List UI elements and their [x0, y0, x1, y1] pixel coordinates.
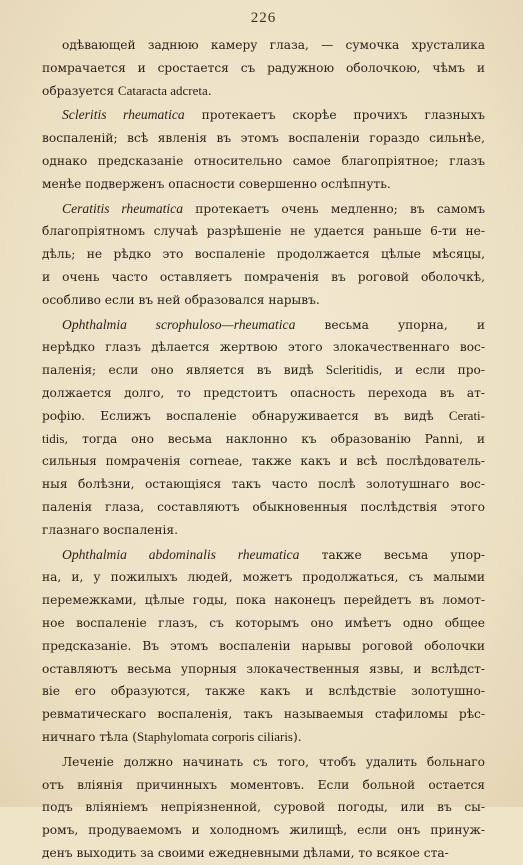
text-line: [42, 796, 485, 819]
text-run: денъ выходить за своими ежедневными дѣлами, то всякое ста-: [42, 845, 449, 860]
text-line: [42, 266, 485, 289]
text-line: [42, 104, 485, 127]
text-run: менѣе подверженъ опасности совершенно ослѣпнуть.: [42, 176, 391, 191]
text-line: [42, 566, 485, 589]
text-line: [42, 150, 485, 173]
text-run: особливо если въ ней образовался нарывъ.: [42, 292, 320, 307]
page-number: 226: [250, 10, 277, 26]
paragraph: [42, 314, 485, 542]
paragraph: [42, 34, 485, 102]
text-run: , и если про-: [378, 363, 485, 378]
text-run: сильныя помраченія corneae, также какъ и всѣ послѣдователь-: [42, 454, 485, 469]
text-line: [42, 751, 485, 774]
text-run: дѣль; не рѣдко это воспаленіе продолжается цѣлые мѣсяцы,: [42, 247, 485, 262]
text-line: [42, 80, 485, 103]
text-line: [42, 34, 485, 57]
text-run: .: [207, 83, 212, 98]
text-line: [42, 243, 485, 266]
text-line: [42, 336, 485, 359]
text-run: ромъ, продуваемомъ и холодномъ жилищѣ, если онъ принуж-: [42, 823, 485, 838]
text-run: также весьма упор-: [299, 547, 485, 562]
text-run: рофію. Еслижъ воспаленіе обнаруживается въ видѣ: [42, 408, 449, 423]
text-run: образуется: [42, 83, 118, 98]
text-line: [42, 173, 485, 196]
paragraph: [42, 198, 485, 312]
text-run: благопріятномъ случаѣ разрѣшеніе не удается раньше 6-ти не-: [42, 224, 485, 239]
paragraph: [42, 104, 485, 195]
text-run: оставляютъ весьма упорныя злокачественныя язвы, и вслѣдст-: [42, 661, 485, 676]
text-run: протекаетъ очень медленно; въ самомъ: [183, 201, 485, 216]
latin-term: Scleritis rheumatica: [62, 107, 185, 123]
text-run: одѣвающей заднюю камеру глаза, — сумочка хрусталика: [62, 38, 485, 52]
text-line: [42, 635, 485, 658]
text-line: [42, 57, 485, 80]
text-run: перемежками, цѣлые годы, пока наконецъ перейдетъ въ ломот-: [42, 593, 485, 608]
text-run: протекаетъ скорѣе прочихъ глазныхъ: [184, 108, 485, 123]
paragraph: [42, 751, 485, 865]
text-line: [42, 519, 485, 542]
text-line: [42, 774, 485, 797]
text-line: [42, 544, 485, 567]
text-line: [42, 658, 485, 681]
page-body-text: [42, 34, 485, 865]
text-run: віе его образуются, также какъ и вслѣдствіе золотушно-: [42, 684, 485, 699]
text-run: на, и, у пожилыхъ людей, можетъ продолжаться, съ малыми: [42, 570, 485, 585]
text-line: [42, 703, 485, 726]
text-run: и очень часто оставляетъ помраченія въ роговой оболочкѣ,: [42, 269, 485, 284]
text-run: , тогда оно весьма наклонно къ образованію Panni, и: [64, 431, 485, 446]
text-line: [42, 289, 485, 312]
text-run: паленія; если оно является въ видѣ: [42, 363, 326, 378]
text-run: ).: [293, 729, 302, 744]
latin-term: Ophthalmia abdominalis rheumatica: [62, 546, 300, 562]
text-line: [42, 359, 485, 382]
text-line: [42, 198, 485, 221]
text-run: весьма упорна, и: [295, 317, 485, 332]
text-run: предсказаніе. Въ этомъ воспаленіи нарывы роговой оболочки: [42, 638, 485, 653]
text-run: ничнаго тѣла (: [42, 729, 138, 744]
text-line: [42, 589, 485, 612]
text-run: помрачается и сростается съ радужною оболочкою, чѣмъ и: [42, 60, 485, 75]
text-line: [42, 726, 485, 749]
text-run: подъ вліяніемъ непріязненной, суровой погоды, или въ сы-: [42, 800, 485, 815]
text-line: [42, 612, 485, 635]
text-run: глазнаго воспаленія.: [42, 522, 178, 537]
text-run: ное воспаленіе глазъ, съ которымъ оно имѣетъ одно общее: [42, 615, 485, 630]
latin-term: tidis: [42, 430, 65, 446]
text-run: ныя болѣзни, остающіяся такъ часто послѣ золотушнаго вос-: [42, 477, 485, 492]
text-run: однако предсказаніе относительно самое благопріятное; глазъ: [42, 153, 485, 168]
latin-term: Scleritidis: [325, 362, 379, 378]
text-run: воспаленій; всѣ явленія въ этомъ воспаленіи гораздо сильнѣе,: [42, 131, 485, 146]
text-line: [42, 428, 485, 451]
text-line: [42, 314, 485, 337]
text-line: [42, 405, 485, 428]
text-run: паленія глаза, составляютъ обыкновенныя послѣдствія этого: [42, 499, 485, 514]
latin-term: Ophthalmia scrophuloso—rheumatica: [62, 316, 296, 332]
text-line: [42, 473, 485, 496]
paragraph: [42, 544, 485, 749]
text-line: [42, 382, 485, 405]
latin-term: Staphylomata corporis ciliaris: [137, 728, 293, 744]
text-run: нерѣдко глазъ дѣлается жертвою этого злокачественнаго вос-: [42, 340, 485, 355]
latin-term: Ceratitis rheumatica: [62, 200, 184, 216]
text-run: ревматическаго воспаленія, такъ называемыя стафиломы рѣс-: [42, 707, 485, 722]
text-line: [42, 819, 485, 842]
text-run: должается долго, то предстоитъ опасность перехода въ ат-: [42, 385, 485, 400]
latin-term: Cataracta adcreta: [117, 82, 208, 98]
text-line: [42, 842, 485, 865]
text-run: Леченіе должно начинать съ того, чтобъ удалить больнаго: [62, 754, 485, 769]
text-line: [42, 127, 485, 150]
text-line: [42, 450, 485, 473]
text-line: [42, 220, 485, 243]
latin-term: Cerati-: [448, 407, 485, 423]
text-run: отъ вліянія причинныхъ моментовъ. Если больной остается: [42, 777, 485, 792]
text-line: [42, 496, 485, 519]
text-line: [42, 680, 485, 703]
